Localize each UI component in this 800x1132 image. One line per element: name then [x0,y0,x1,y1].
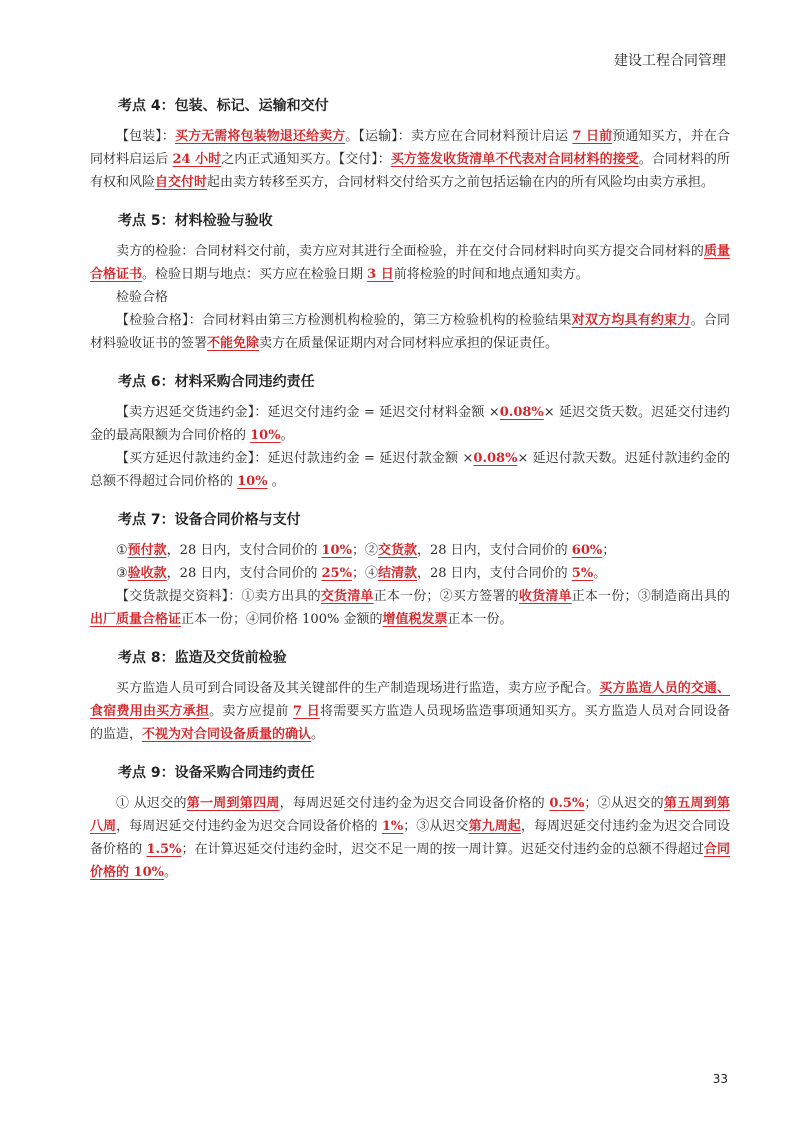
highlighted-keypoint: 第九周起 [468,819,521,834]
highlighted-keypoint: 3 日 [367,267,394,282]
text-run: ；④ [351,566,378,581]
section-5 [90,211,730,355]
text-run: 预通知买方，并在合同材料启运后 [90,129,730,167]
highlighted-keypoint: 买方监造人员的交通、食宿费用由买方承担 [90,681,730,719]
highlighted-keypoint: 10% [321,543,352,558]
highlighted-keypoint: 预付款 [127,543,167,558]
text-run: 【检验合格】：合同材料由第三方检测机构检验的，第三方检验机构的检验结果 [116,313,572,328]
text-run: 。 [311,727,325,742]
text-run: ，28 日内，支付合同价的 [166,543,322,558]
paragraph [90,677,730,746]
text-run: 正本一份；③制造商出具的 [571,589,730,604]
highlighted-keypoint: 60% [571,543,603,558]
highlighted-keypoint: 10% [237,474,268,489]
section-4 [90,96,730,194]
text-run: 正本一份。 [447,612,513,627]
text-run: 。 [267,474,285,489]
highlighted-keypoint: 7 日前 [572,129,613,144]
paragraph [90,792,730,884]
paragraph [90,286,730,309]
text-run: 买方监造人员可到合同设备及其关键部件的生产制造现场进行监造，卖方应予配合。 [116,681,600,696]
highlighted-keypoint: 买方无需将包装物退还给卖方 [175,129,346,144]
section-title: 考点 7：设备合同价格与支付 [118,512,301,528]
text-run: 前将检验的时间和地点通知卖方。 [393,267,589,282]
text-run: × 延迟付款天数。迟延付款违约金的总额不得超过合同价格的 [90,451,730,489]
text-run: ，28 日内，支付合同价的 [416,543,572,558]
highlighted-keypoint: 增值税发票 [382,612,448,627]
text-run: 【交货款提交资料】：①卖方出具的 [116,589,321,604]
highlighted-keypoint: 合同价格的 10% [90,842,730,880]
text-run: 。 [280,428,294,443]
section-8 [90,648,730,746]
text-run: 卖方在质量保证期内对合同材料应承担的保证责任。 [259,336,559,351]
highlighted-keypoint: 第一周到第四周 [186,796,280,811]
section-title: 考点 6：材料采购合同违约责任 [118,374,315,390]
text-run: 正本一份；④同价格 100% 金额的 [181,612,383,627]
paragraph [90,447,730,493]
highlighted-keypoint: 0.08% [499,405,544,420]
text-run: 正本一份；②买方签署的 [373,589,519,604]
highlighted-keypoint: 0.08% [473,451,518,466]
highlighted-keypoint: 质量合格证书 [90,244,730,282]
highlighted-keypoint: 验收款 [127,566,167,581]
highlighted-keypoint: 交货清单 [320,589,374,604]
text-run: ，28 日内，支付合同价的 [166,566,322,581]
section-title: 考点 4：包装、标记、运输和交付 [118,98,329,114]
text-run: 卖方的检验：合同材料交付前，卖方应对其进行全面检验，并在交付合同材料时向买方提交合同材料的 [116,244,704,259]
text-run: 之内正式通知买方。【交付】： [221,152,391,167]
highlighted-keypoint: 1% [381,819,404,834]
highlighted-keypoint: 0.5% [549,796,585,811]
highlighted-keypoint: 不视为对合同设备质量的确认 [142,727,312,742]
text-run: ；在计算迟延交付违约金时，迟交不足一周的按一周计算。迟延交付违约金的总额不得超过 [181,842,704,857]
text-run: ；②从迟交的 [584,796,664,811]
highlighted-keypoint: 买方签发收货清单不代表对合同材料的接受 [390,152,639,167]
paragraph [90,401,730,447]
text-run: 【买方延迟付款违约金】：延迟付款违约金 = 延迟付款金额 × [116,451,474,466]
page-content [90,96,730,901]
paragraph [90,562,730,585]
text-run: ① 从迟交的 [116,796,187,811]
section-title: 考点 9：设备采购合同违约责任 [118,765,315,781]
highlighted-keypoint: 5% [571,566,594,581]
text-run: ； [602,543,616,558]
text-run: × 延迟交货天数。迟延交付违约金的最高限额为合同价格的 [90,405,731,443]
text-run: ① [116,543,128,558]
highlighted-keypoint: 结清款 [377,566,417,581]
running-header: 建设工程合同管理 [614,53,726,69]
paragraph [90,309,730,355]
text-run: 【卖方迟延交货违约金】：延迟交付违约金 = 延迟交付材料金额 × [116,405,500,420]
paragraph [90,240,730,286]
highlighted-keypoint: 自交付时 [155,175,208,190]
text-run: 检验合格 [116,290,169,305]
text-run: ；③从迟交 [403,819,469,834]
text-run: ，每周迟延交付违约金为迟交合同设备价格的 [90,819,730,857]
highlighted-keypoint: 不能免除 [207,336,260,351]
text-run: 将需要买方监造人员现场监造事项通知买方。买方监造人员对合同设备的监造， [90,704,730,742]
text-run: ，每周迟延交付违约金为迟交合同设备价格的 [279,796,550,811]
highlighted-keypoint: 对双方均具有约束力 [571,313,691,328]
text-run: ，每周迟延交付违约金为迟交合同设备价格的 [116,819,382,834]
highlighted-keypoint: 出厂质量合格证 [90,612,182,627]
text-run: ；② [351,543,378,558]
text-run: 。 [593,566,607,581]
highlighted-keypoint: 10% [250,428,281,443]
paragraph [90,539,730,562]
highlighted-keypoint: 1.5% [146,842,182,857]
text-run: 。检验日期与地点：买方应在检验日期 [142,267,368,282]
text-run: 。合同材料的所有权和风险 [90,152,730,190]
text-run: 。合同材料验收证书的签署 [90,313,730,351]
text-run: 起由卖方转移至买方，合同材料交付给买方之前包括运输在内的所有风险均由卖方承担。 [207,175,715,190]
section-6 [90,372,730,493]
highlighted-keypoint: 24 小时 [172,152,222,167]
section-title: 考点 5：材料检验与验收 [118,213,273,229]
section-title: 考点 8：监造及交货前检验 [118,650,287,666]
text-run: 。【运输】：卖方应在合同材料预计启运 [345,129,573,144]
text-run: 【包装】： [116,129,175,144]
text-run: 。 [163,865,177,880]
section-7 [90,510,730,631]
text-run: ，28 日内，支付合同价的 [416,566,572,581]
text-run: 。卖方应提前 [209,704,293,719]
text-run: ③ [116,566,128,581]
section-9 [90,763,730,884]
highlighted-keypoint: 7 日 [292,704,320,719]
paragraph [90,585,730,631]
highlighted-keypoint: 25% [321,566,352,581]
highlighted-keypoint: 第五周到第八周 [90,796,730,834]
highlighted-keypoint: 收货清单 [518,589,572,604]
highlighted-keypoint: 交货款 [377,543,417,558]
page-number: 33 [712,1072,728,1086]
paragraph [90,125,730,194]
